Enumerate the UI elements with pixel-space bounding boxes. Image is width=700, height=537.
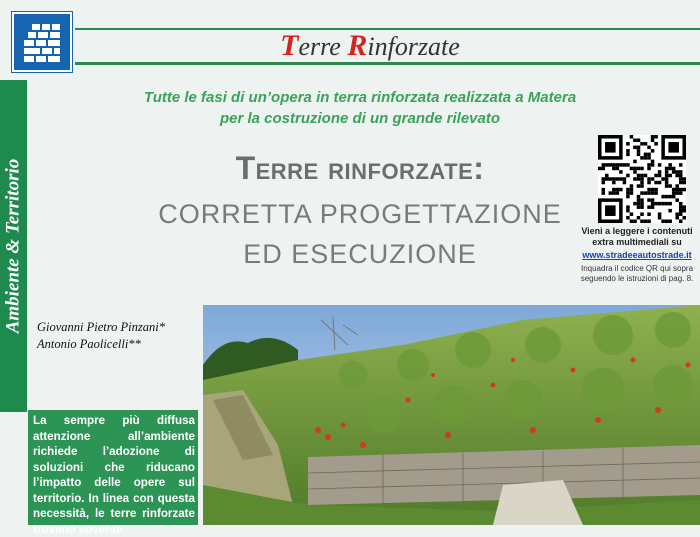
section-title-letter-r: R — [347, 29, 368, 62]
side-band-label-wrap — [0, 80, 27, 412]
magazine-logo — [12, 12, 72, 72]
qr-code[interactable] — [598, 135, 686, 223]
embankment-photo-icon — [203, 305, 700, 525]
side-band-label: Ambiente & Territorio — [2, 158, 24, 334]
section-title-part2: inforzate — [367, 32, 460, 61]
qr-code-icon — [598, 135, 686, 223]
section-title-letter-t: T — [280, 29, 299, 62]
intro-text: La sempre più diffusa attenzione all’ambiente richiede l’adozione di soluzioni che riducano l’impatto delle opere sul territorio. In linea con questa necessità, le terre rinforzate trovano sovente — [33, 414, 195, 536]
article-subtitle — [80, 87, 640, 129]
article-title: Terre rinforzate: — [235, 150, 485, 186]
article-title-line-2: CORRETTA PROGETTAZIONE — [158, 199, 562, 229]
header-rule-bottom — [75, 62, 700, 65]
author-1: Giovanni Pietro Pinzani* — [37, 320, 165, 334]
subtitle-line-2: per la costruzione di un grande rilevato — [219, 110, 501, 127]
qr-website-link[interactable]: www.stradeeautostrade.it — [582, 250, 692, 260]
qr-caption: Vieni a leggere i contenuti extra multimediali su — [581, 226, 693, 247]
article-title-line-3: ED ESECUZIONE — [243, 239, 477, 269]
qr-instructions: Inquadra il codice QR qui sopra seguendo le istruzioni di pag. 8. — [580, 264, 694, 283]
section-title-part1: erre — [298, 32, 348, 61]
stacked-blocks-icon — [14, 14, 70, 70]
section-title — [220, 30, 520, 62]
subtitle-line-1: Tutte le fasi di un’opera in terra rinforzata realizzata a Matera — [143, 89, 577, 106]
reinforced-earth-photo — [203, 305, 700, 525]
author-2: Antonio Paolicelli** — [37, 337, 141, 351]
